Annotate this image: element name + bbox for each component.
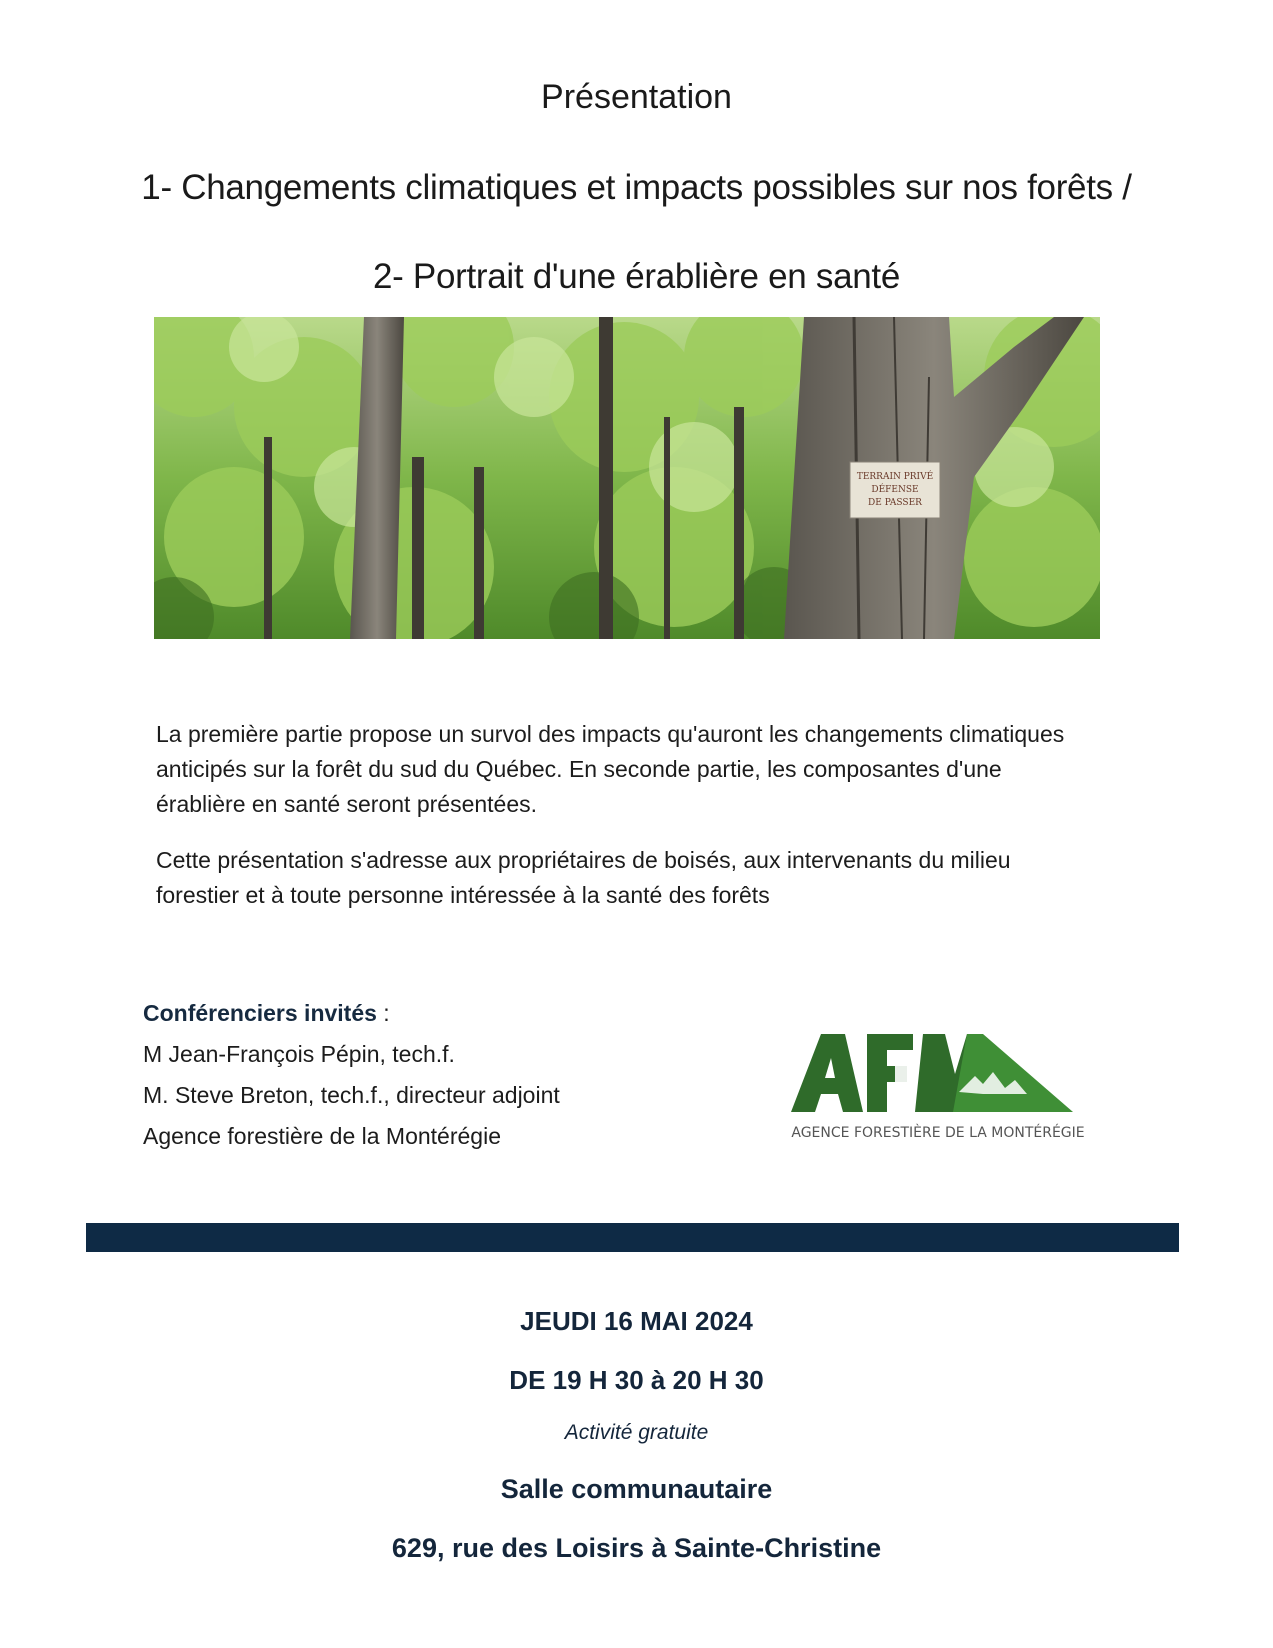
speaker-organization: Agence forestière de la Montérégie [143, 1123, 501, 1149]
event-address: 629, rue des Loisirs à Sainte-Christine [391, 1533, 882, 1563]
topic-1: 1- Changements climatiques et impacts possibles sur nos forêts / [141, 168, 1132, 207]
speakers-block [143, 998, 560, 1162]
sign-line: TERRAIN PRIVÉ [856, 472, 934, 482]
no-trespassing-sign [850, 462, 940, 518]
event-venue: Salle communautaire [500, 1474, 773, 1504]
event-price: Activité gratuite [564, 1421, 709, 1444]
forest-photo [154, 317, 1100, 639]
speakers-heading [143, 998, 560, 1039]
sign-line: DE PASSER [868, 498, 922, 508]
description-paragraph-1: La première partie propose un survol des impacts qu'auront les changements climatiques anticipés sur la forêt du sud du Québec. En seconde partie, les composantes d'une érablière en santé seront présentées. [156, 721, 1065, 817]
speakers-label: Conférenciers invités [143, 1000, 377, 1026]
event-time: DE 19 H 30 à 20 H 30 [509, 1365, 764, 1395]
description-paragraph-2: Cette présentation s'adresse aux propriétaires de boisés, aux intervenants du milieu forestier et à toute personne intéressée à la santé des forêts [156, 847, 1011, 908]
page-title: Présentation [541, 78, 732, 116]
speaker-name: M. Steve Breton, tech.f., directeur adjoint [143, 1082, 560, 1108]
afm-logo [783, 1022, 1093, 1147]
event-date: JEUDI 16 MAI 2024 [520, 1306, 753, 1336]
sign-line: DÉFENSE [871, 485, 919, 495]
logo-caption: AGENCE FORESTIÈRE DE LA MONTÉRÉGIE [791, 1125, 1085, 1141]
speakers-label-suffix: : [376, 1000, 390, 1026]
topic-2: 2- Portrait d'une érablière en santé [372, 257, 901, 296]
speaker-name: M Jean-François Pépin, tech.f. [143, 1041, 455, 1067]
divider-bar [86, 1223, 1179, 1252]
